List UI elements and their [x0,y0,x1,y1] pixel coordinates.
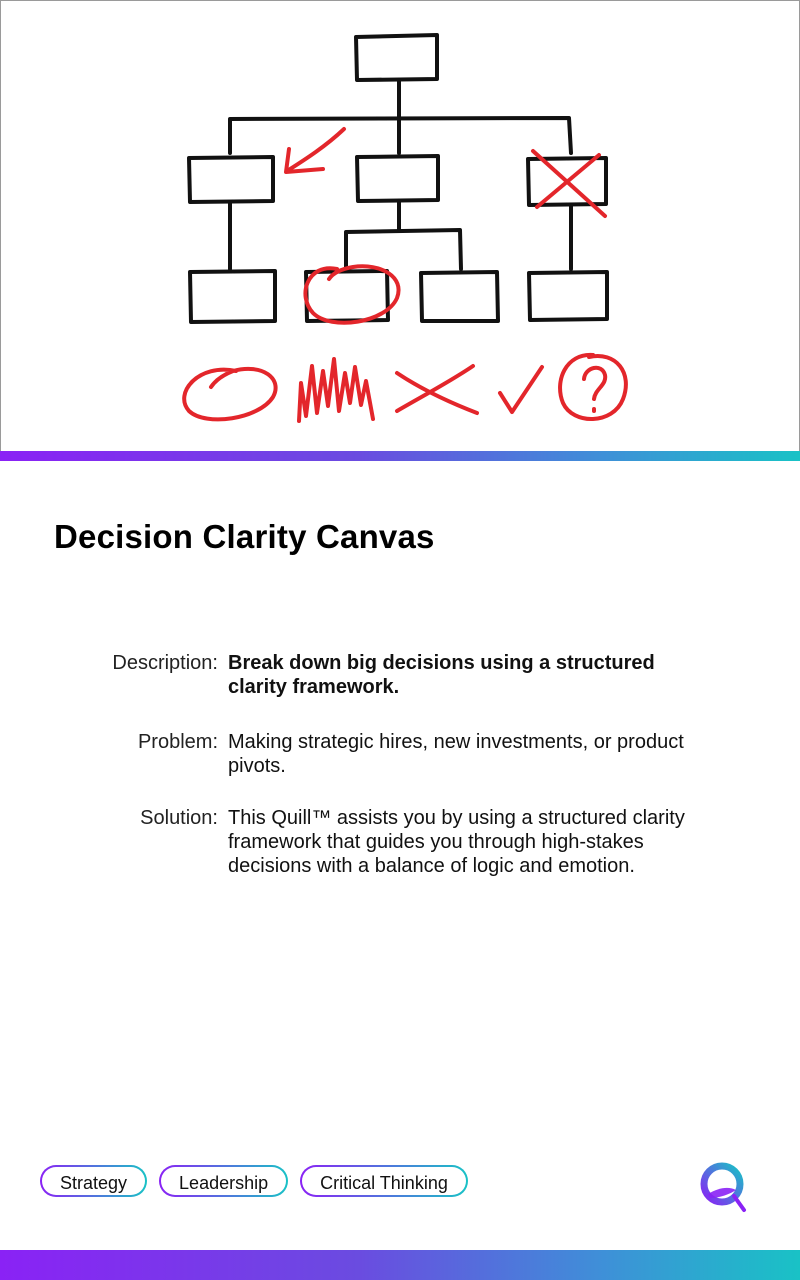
solution-row [60,806,740,878]
org-chart-sketch-icon [1,1,800,451]
tag-strategy[interactable]: Strategy [40,1165,147,1197]
problem-row [60,730,740,778]
tag-critical-thinking[interactable]: Critical Thinking [300,1165,468,1197]
page-title: Decision Clarity Canvas [54,518,435,555]
problem-text: Making strategic hires, new investments, or product pivots. [228,731,684,777]
problem-label: Problem: [137,731,218,753]
tag-leadership[interactable]: Leadership [159,1165,288,1197]
tag-list [40,1165,468,1197]
hero-image [0,0,800,451]
solution-label: Solution: [140,807,218,829]
bottom-gradient-bar [0,1250,800,1280]
description-text: Break down big decisions using a structured clarity framework. [228,652,655,698]
description-row [60,651,740,699]
solution-text: This Quill™ assists you by using a structured clarity framework that guides you through high-stakes decisions with a balance of logic and emotion. [228,807,685,877]
quill-logo-icon [698,1160,752,1216]
top-gradient-bar [0,451,800,461]
description-label: Description: [112,652,218,674]
